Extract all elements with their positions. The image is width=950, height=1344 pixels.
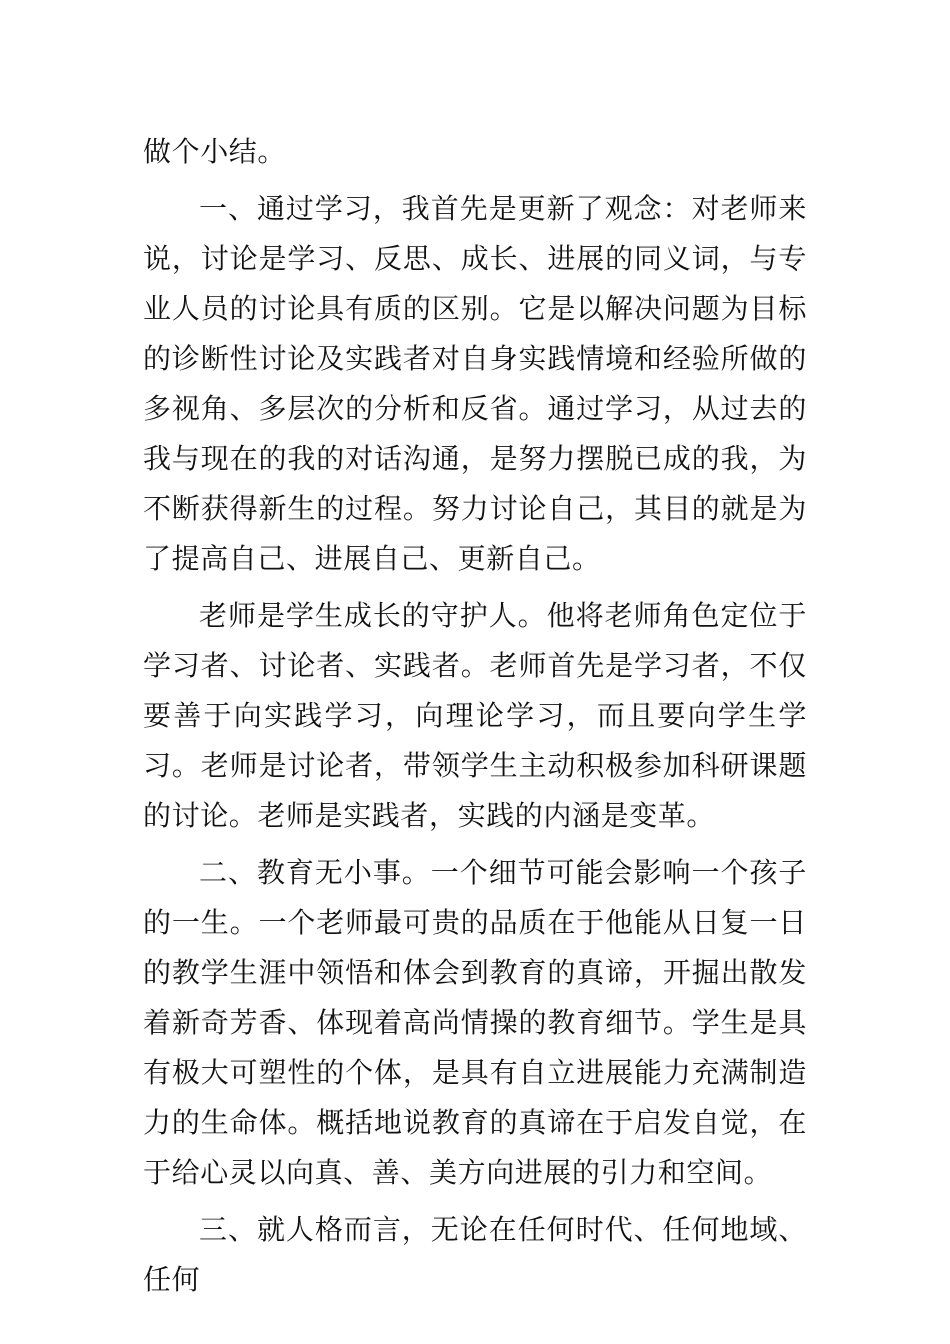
paragraph-point-two: 二、教育无小事。一个细节可能会影响一个孩子的一生。一个老师最可贵的品质在于他能从日复一日的教学生涯中领悟和体会到教育的真谛，开掘出散发着新奇芳香、体现着高尚情操的教育细节。学生是具有极大可塑性的个体，是具有自立进展能力充满制造力的生命体。概括地说教育的真谛在于启发自觉，在于给心灵以向真、善、美方向进展的引力和空间。 bbox=[143, 856, 807, 1189]
paragraph-teacher-role: 老师是学生成长的守护人。他将老师角色定位于学习者、讨论者、实践者。老师首先是学习者，不仅要善于向实践学习，向理论学习，而且要向学生学习。老师是讨论者，带领学生主动积极参加科研课题的讨论。老师是实践者，实践的内涵是变革。 bbox=[143, 599, 807, 832]
paragraph-point-one: 一、通过学习，我首先是更新了观念：对老师来说，讨论是学习、反思、成长、进展的同义词，与专业人员的讨论具有质的区别。它是以解决问题为目标的诊断性讨论及实践者对自身实践情境和经验所做的多视角、多层次的分析和反省。通过学习，从过去的我与现在的我的对话沟通，是努力摆脱已成的我，为不断获得新生的过程。努力讨论自己，其目的就是为了提高自己、进展自己、更新自己。 bbox=[143, 192, 807, 575]
paragraph-continuation: 做个小结。 bbox=[143, 135, 287, 168]
paragraph-point-three: 三、就人格而言，无论在任何时代、任何地域、任何 bbox=[143, 1213, 807, 1296]
document-body bbox=[143, 127, 807, 1305]
